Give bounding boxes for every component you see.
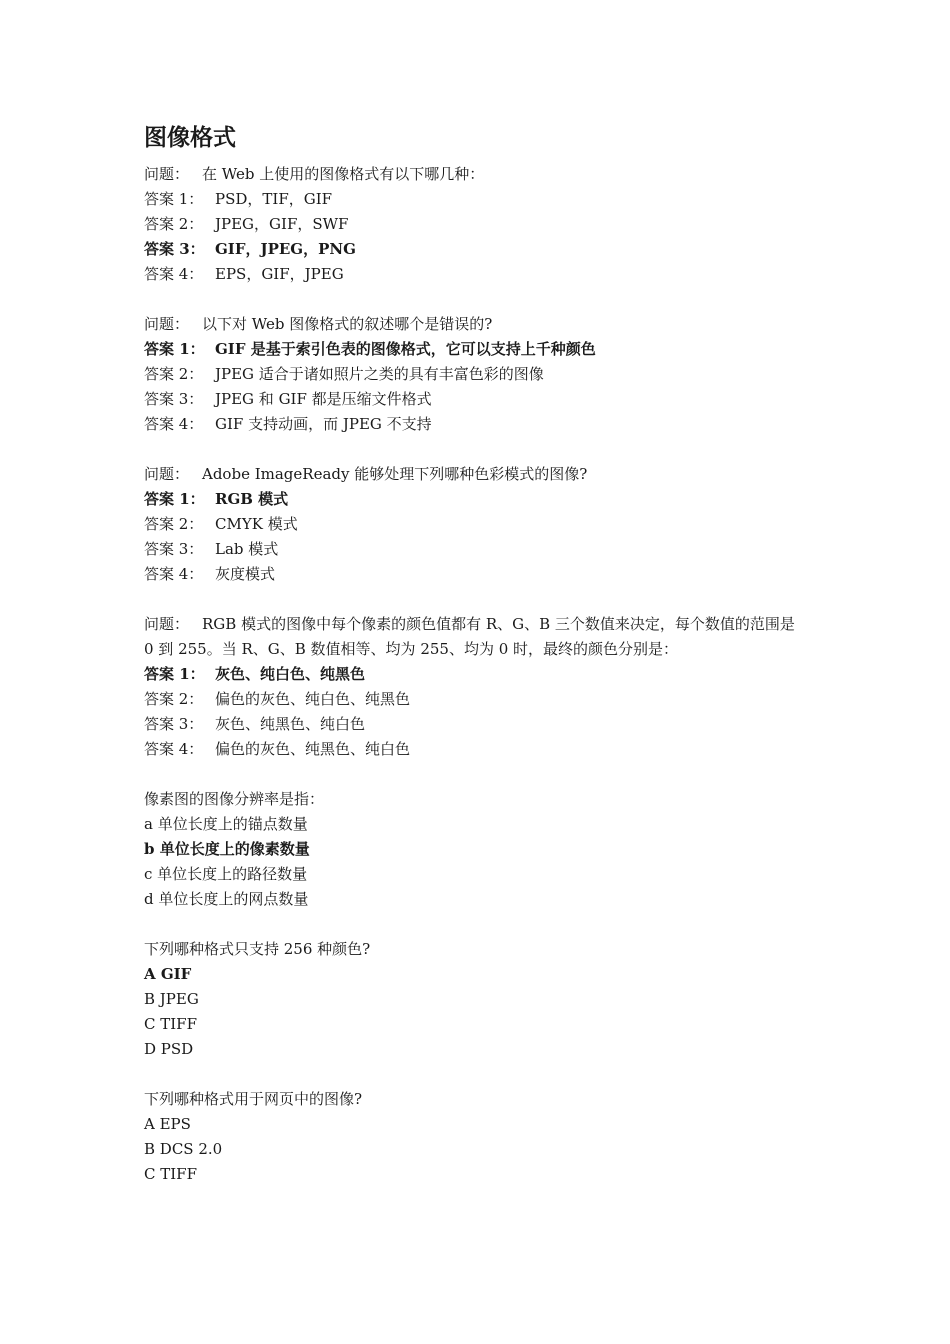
answer-label: 答案 3： <box>144 240 205 258</box>
answer-line <box>144 537 824 562</box>
answer-text: Lab 模式 <box>215 540 279 558</box>
answer-line <box>144 262 824 287</box>
answer-label: 答案 2： <box>144 215 204 233</box>
option-line: B DCS 2.0 <box>144 1140 223 1158</box>
answer-label: 答案 4： <box>144 265 204 283</box>
question-block-7 <box>144 1087 824 1187</box>
spacer <box>144 587 824 612</box>
answer-label: 答案 1： <box>144 490 205 508</box>
answer-line <box>144 187 824 212</box>
answer-label: 答案 2： <box>144 365 204 383</box>
question-label: 问题： <box>144 315 190 333</box>
answer-label: 答案 4： <box>144 565 204 583</box>
answer-label: 答案 3： <box>144 715 204 733</box>
question-block-1 <box>144 162 824 287</box>
question-block-6 <box>144 937 824 1062</box>
answer-label: 答案 4： <box>144 740 204 758</box>
answer-line-correct <box>144 662 824 687</box>
question-line <box>144 612 824 637</box>
option-line: C TIFF <box>144 1015 197 1033</box>
answer-label: 答案 2： <box>144 515 204 533</box>
answer-text: GIF 支持动画，而 JPEG 不支持 <box>215 415 432 433</box>
answer-line <box>144 362 824 387</box>
option-line: c 单位长度上的路径数量 <box>144 865 308 883</box>
question-line <box>144 462 824 487</box>
answer-text: RGB 模式 <box>215 490 289 508</box>
answer-line <box>144 737 824 762</box>
question-text: 像素图的图像分辨率是指： <box>144 790 325 808</box>
answer-line <box>144 562 824 587</box>
answer-line <box>144 712 824 737</box>
page-title: 图像格式 <box>144 125 236 151</box>
document-page <box>144 120 824 1187</box>
answer-text: CMYK 模式 <box>215 515 298 533</box>
question-line <box>144 162 824 187</box>
question-text: RGB 模式的图像中每个像素的颜色值都有 R、G、B 三个数值来决定，每个数值的范围是 <box>202 615 795 633</box>
answer-line-correct <box>144 337 824 362</box>
answer-line-correct <box>144 487 824 512</box>
option-line: B JPEG <box>144 990 199 1008</box>
answer-label: 答案 3： <box>144 390 204 408</box>
question-block-5 <box>144 787 824 912</box>
option-line: C TIFF <box>144 1165 197 1183</box>
answer-text: 灰色、纯黑色、纯白色 <box>215 715 366 733</box>
question-text: 在 Web 上使用的图像格式有以下哪几种： <box>202 165 485 183</box>
question-block-4 <box>144 612 824 762</box>
question-block-3 <box>144 462 824 587</box>
question-text: 以下对 Web 图像格式的叙述哪个是错误的? <box>202 315 493 333</box>
question-block-2 <box>144 312 824 437</box>
spacer <box>144 1062 824 1087</box>
question-text: Adobe ImageReady 能够处理下列哪种色彩模式的图像? <box>202 465 588 483</box>
option-line-correct: b 单位长度上的像素数量 <box>144 840 310 858</box>
question-label: 问题： <box>144 165 190 183</box>
answer-label: 答案 1： <box>144 340 205 358</box>
answer-line <box>144 512 824 537</box>
answer-text: 偏色的灰色、纯白色、纯黑色 <box>215 690 411 708</box>
answer-text: EPS，GIF，JPEG <box>215 265 344 283</box>
question-text: 下列哪种格式只支持 256 种颜色? <box>144 940 371 958</box>
question-label: 问题： <box>144 465 190 483</box>
question-text: 下列哪种格式用于网页中的图像? <box>144 1090 363 1108</box>
question-line-continued: 0 到 255。当 R、G、B 数值相等、均为 255、均为 0 时，最终的颜色分别是： <box>144 640 679 658</box>
answer-label: 答案 3： <box>144 540 204 558</box>
answer-line <box>144 212 824 237</box>
answer-line <box>144 387 824 412</box>
option-line-correct: A GIF <box>144 965 192 983</box>
spacer <box>144 762 824 787</box>
spacer <box>144 437 824 462</box>
option-line: D PSD <box>144 1040 194 1058</box>
answer-text: JPEG 和 GIF 都是压缩文件格式 <box>215 390 432 408</box>
answer-text: GIF 是基于索引色表的图像格式，它可以支持上千种颜色 <box>215 340 596 358</box>
spacer <box>144 912 824 937</box>
answer-label: 答案 1： <box>144 190 204 208</box>
answer-label: 答案 1： <box>144 665 205 683</box>
question-line <box>144 312 824 337</box>
answer-line-correct <box>144 237 824 262</box>
answer-text: GIF，JPEG，PNG <box>215 240 356 258</box>
answer-text: JPEG，GIF，SWF <box>215 215 349 233</box>
answer-label: 答案 2： <box>144 690 204 708</box>
answer-text: 灰色、纯白色、纯黑色 <box>215 665 366 683</box>
answer-text: PSD，TIF，GIF <box>215 190 333 208</box>
answer-label: 答案 4： <box>144 415 204 433</box>
question-label: 问题： <box>144 615 190 633</box>
option-line: a 单位长度上的锚点数量 <box>144 815 308 833</box>
option-line: A EPS <box>144 1115 191 1133</box>
answer-text: 偏色的灰色、纯黑色、纯白色 <box>215 740 411 758</box>
answer-text: 灰度模式 <box>215 565 276 583</box>
answer-text: JPEG 适合于诸如照片之类的具有丰富色彩的图像 <box>215 365 544 383</box>
spacer <box>144 287 824 312</box>
answer-line <box>144 687 824 712</box>
option-line: d 单位长度上的网点数量 <box>144 890 309 908</box>
answer-line <box>144 412 824 437</box>
